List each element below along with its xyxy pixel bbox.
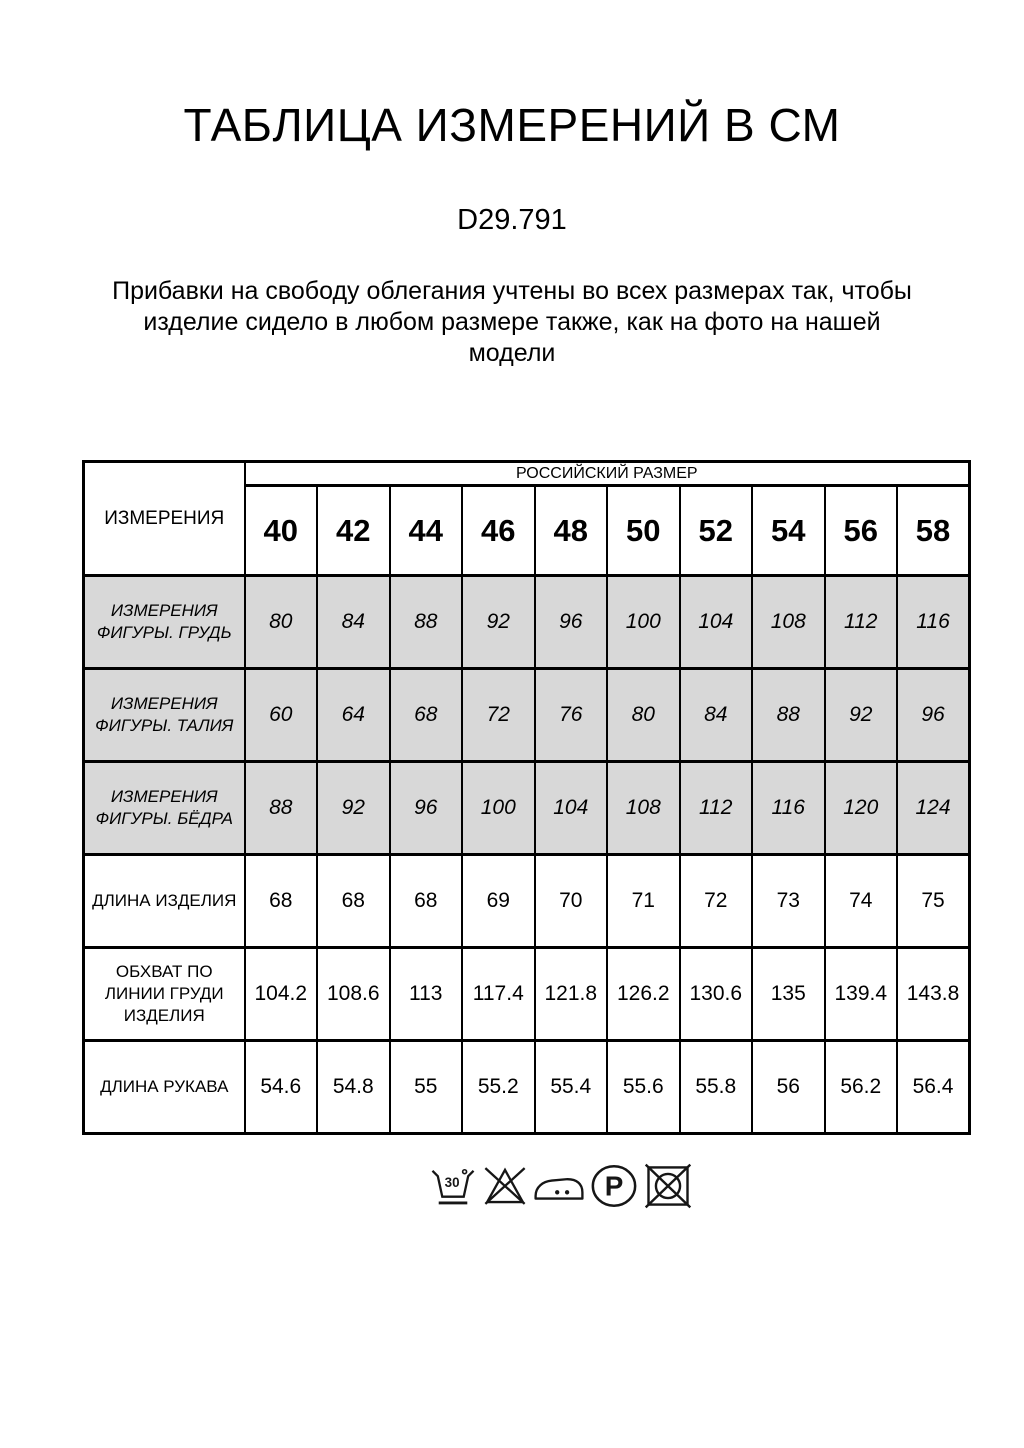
table-row xyxy=(84,948,970,1041)
value-cell: 72 xyxy=(462,669,535,762)
corner-label: ИЗМЕРЕНИЯ xyxy=(84,462,245,576)
value-cell: 71 xyxy=(607,855,680,948)
value-cell: 96 xyxy=(535,576,608,669)
value-cell: 104 xyxy=(680,576,753,669)
value-cell: 54.6 xyxy=(245,1041,318,1134)
value-cell: 113 xyxy=(390,948,463,1041)
value-cell: 108 xyxy=(607,762,680,855)
fit-note: Прибавки на свободу облегания учтены во всех размерах так, чтобы изделие сидело в любом размере также, как на фото на нашей модели xyxy=(112,277,912,367)
value-cell: 96 xyxy=(897,669,970,762)
svg-text:30: 30 xyxy=(444,1174,460,1190)
value-cell: 116 xyxy=(897,576,970,669)
value-cell: 64 xyxy=(317,669,390,762)
size-table xyxy=(82,460,971,1135)
value-cell: 84 xyxy=(317,576,390,669)
page-title: ТАБЛИЦА ИЗМЕРЕНИЙ В СМ xyxy=(183,99,841,151)
value-cell: 68 xyxy=(390,669,463,762)
row-label: ОБХВАТ ПО ЛИНИИ ГРУДИ ИЗДЕЛИЯ xyxy=(84,948,245,1041)
value-cell: 88 xyxy=(245,762,318,855)
value-cell: 75 xyxy=(897,855,970,948)
value-cell: 70 xyxy=(535,855,608,948)
value-cell: 112 xyxy=(825,576,898,669)
value-cell: 56 xyxy=(752,1041,825,1134)
size-table-body xyxy=(84,462,970,1134)
size-column-header: 58 xyxy=(897,486,970,576)
model-code: D29.791 xyxy=(457,204,567,236)
size-column-header: 48 xyxy=(535,486,608,576)
value-cell: 92 xyxy=(317,762,390,855)
value-cell: 112 xyxy=(680,762,753,855)
value-cell: 73 xyxy=(752,855,825,948)
value-cell: 68 xyxy=(317,855,390,948)
value-cell: 88 xyxy=(390,576,463,669)
row-label: ИЗМЕРЕНИЯ ФИГУРЫ. ГРУДЬ xyxy=(84,576,245,669)
value-cell: 116 xyxy=(752,762,825,855)
care-icons-row xyxy=(428,1160,694,1212)
value-cell: 135 xyxy=(752,948,825,1041)
value-cell: 124 xyxy=(897,762,970,855)
value-cell: 126.2 xyxy=(607,948,680,1041)
value-cell: 130.6 xyxy=(680,948,753,1041)
value-cell: 76 xyxy=(535,669,608,762)
value-cell: 55.2 xyxy=(462,1041,535,1134)
group-header: РОССИЙСКИЙ РАЗМЕР xyxy=(245,462,970,486)
value-cell: 72 xyxy=(680,855,753,948)
value-cell: 121.8 xyxy=(535,948,608,1041)
value-cell: 84 xyxy=(680,669,753,762)
value-cell: 60 xyxy=(245,669,318,762)
table-row xyxy=(84,576,970,669)
value-cell: 56.2 xyxy=(825,1041,898,1134)
size-column-header: 54 xyxy=(752,486,825,576)
value-cell: 104 xyxy=(535,762,608,855)
group-header-row xyxy=(84,462,970,486)
size-column-header: 56 xyxy=(825,486,898,576)
iron-two-dots-icon xyxy=(532,1161,586,1211)
value-cell: 55.6 xyxy=(607,1041,680,1134)
value-cell: 100 xyxy=(607,576,680,669)
value-cell: 120 xyxy=(825,762,898,855)
table-row xyxy=(84,855,970,948)
value-cell: 68 xyxy=(390,855,463,948)
value-cell: 104.2 xyxy=(245,948,318,1041)
value-cell: 92 xyxy=(462,576,535,669)
table-row xyxy=(84,1041,970,1134)
value-cell: 68 xyxy=(245,855,318,948)
do-not-tumble-dry-icon xyxy=(642,1161,694,1211)
value-cell: 54.8 xyxy=(317,1041,390,1134)
row-label: ИЗМЕРЕНИЯ ФИГУРЫ. БЁДРА xyxy=(84,762,245,855)
value-cell: 92 xyxy=(825,669,898,762)
table-row xyxy=(84,762,970,855)
value-cell: 80 xyxy=(607,669,680,762)
dry-clean-p-icon xyxy=(588,1161,640,1211)
do-not-bleach-icon xyxy=(480,1161,530,1211)
value-cell: 55.4 xyxy=(535,1041,608,1134)
value-cell: 143.8 xyxy=(897,948,970,1041)
size-column-header: 44 xyxy=(390,486,463,576)
value-cell: 139.4 xyxy=(825,948,898,1041)
value-cell: 108 xyxy=(752,576,825,669)
row-label: ДЛИНА ИЗДЕЛИЯ xyxy=(84,855,245,948)
size-column-header: 40 xyxy=(245,486,318,576)
value-cell: 100 xyxy=(462,762,535,855)
table-row xyxy=(84,669,970,762)
row-label: ИЗМЕРЕНИЯ ФИГУРЫ. ТАЛИЯ xyxy=(84,669,245,762)
wash-30-mild-icon xyxy=(428,1161,478,1211)
size-column-header: 42 xyxy=(317,486,390,576)
value-cell: 80 xyxy=(245,576,318,669)
value-cell: 117.4 xyxy=(462,948,535,1041)
value-cell: 55 xyxy=(390,1041,463,1134)
value-cell: 55.8 xyxy=(680,1041,753,1134)
value-cell: 108.6 xyxy=(317,948,390,1041)
value-cell: 88 xyxy=(752,669,825,762)
svg-text:P: P xyxy=(604,1170,624,1202)
value-cell: 56.4 xyxy=(897,1041,970,1134)
value-cell: 96 xyxy=(390,762,463,855)
row-label: ДЛИНА РУКАВА xyxy=(84,1041,245,1134)
value-cell: 74 xyxy=(825,855,898,948)
size-column-header: 50 xyxy=(607,486,680,576)
size-column-header: 46 xyxy=(462,486,535,576)
value-cell: 69 xyxy=(462,855,535,948)
size-column-header: 52 xyxy=(680,486,753,576)
